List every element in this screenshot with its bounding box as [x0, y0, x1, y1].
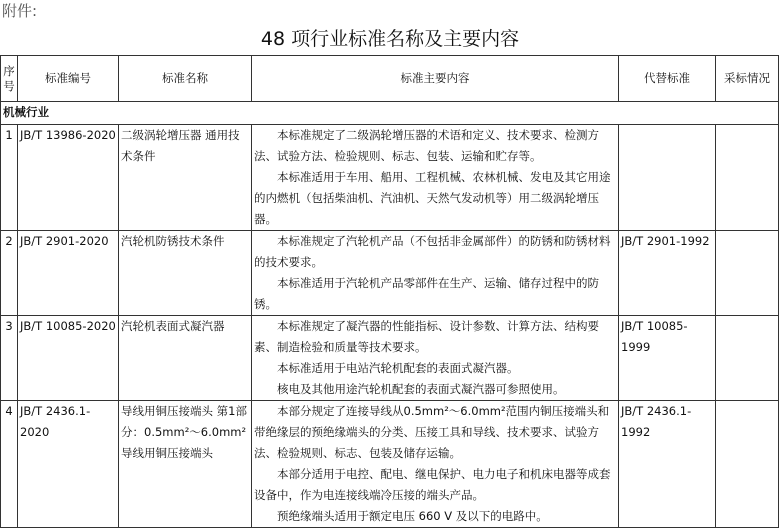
document-title: 48 项行业标准名称及主要内容	[260, 28, 520, 50]
cell-std-no: JB/T 2436.1-2020	[18, 401, 119, 528]
content-paragraph: 本标准适用于车用、船用、工程机械、农林机械、发电及其它用途的内燃机（包括柴油机、汽油机、天然气发动机等）用二级涡轮增压器。	[254, 170, 611, 226]
cell-replaces: JB/T 10085-1999	[619, 316, 716, 401]
cell-content	[252, 231, 619, 316]
cell-seq: 1	[1, 125, 18, 231]
content-paragraph: 本部分规定了连接导线从0.5mm²～6.0mm²范围内铜压接端头和带绝缘层的预绝缘端头的分类、压接工具和导线、技术要求、试验方法、检验规则、标志、包装及储存运输。	[254, 404, 610, 460]
cell-std-name: 汽轮机表面式凝汽器	[119, 316, 252, 401]
content-paragraph: 本标准规定了汽轮机产品（不包括非金属部件）的防锈和防锈材料的技术要求。	[254, 234, 611, 269]
header-adoption: 采标情况	[716, 56, 779, 102]
attachment-label: 附件:	[2, 2, 38, 20]
content-paragraph: 预绝缘端头适用于额定电压 660 V 及以下的电路中。	[277, 509, 548, 523]
content-paragraph: 核电及其他用途汽轮机配套的表面式凝汽器可参照使用。	[277, 382, 565, 396]
header-std-name: 标准名称	[119, 56, 252, 102]
cell-seq: 2	[1, 231, 18, 316]
cell-seq: 3	[1, 316, 18, 401]
cell-std-name: 导线用铜压接端头 第1部分：0.5mm²～6.0mm²导线用铜压接端头	[119, 401, 252, 528]
table-header-row	[1, 56, 779, 102]
cell-adoption	[716, 125, 779, 231]
header-seq: 序号	[1, 56, 18, 102]
cell-std-name: 汽轮机防锈技术条件	[119, 231, 252, 316]
content-paragraph: 本标准适用于汽轮机产品零部件在生产、运输、储存过程中的防锈。	[254, 276, 599, 311]
header-replaces: 代替标准	[619, 56, 716, 102]
cell-replaces	[619, 125, 716, 231]
section-label: 机械行业	[1, 102, 779, 125]
header-content: 标准主要内容	[252, 56, 619, 102]
cell-content	[252, 316, 619, 401]
content-paragraph: 本标准适用于电站汽轮机配套的表面式凝汽器。	[277, 361, 519, 375]
cell-seq: 4	[1, 401, 18, 528]
cell-content	[252, 125, 619, 231]
cell-adoption	[716, 316, 779, 401]
cell-std-no: JB/T 2901-2020	[18, 231, 119, 316]
standards-table	[0, 55, 779, 528]
content-paragraph: 本部分适用于电控、配电、继电保护、电力电子和机床电器等成套设备中，作为电连接线端冷压接的端头产品。	[254, 467, 611, 502]
content-paragraph: 本标准规定了二级涡轮增压器的术语和定义、技术要求、检测方法、试验方法、检验规则、标志、包装、运输和贮存等。	[254, 128, 599, 163]
section-row	[1, 102, 779, 125]
cell-adoption	[716, 231, 779, 316]
cell-content	[252, 401, 619, 528]
cell-std-name: 二级涡轮增压器 通用技术条件	[119, 125, 252, 231]
cell-adoption	[716, 401, 779, 528]
content-paragraph: 本标准规定了凝汽器的性能指标、设计参数、计算方法、结构要素、制造检验和质量等技术要求。	[254, 319, 599, 354]
table-row	[1, 231, 779, 316]
table-row	[1, 316, 779, 401]
cell-replaces: JB/T 2436.1-1992	[619, 401, 716, 528]
header-std-no: 标准编号	[18, 56, 119, 102]
cell-std-no: JB/T 13986-2020	[18, 125, 119, 231]
table-row	[1, 125, 779, 231]
cell-std-no: JB/T 10085-2020	[18, 316, 119, 401]
cell-replaces: JB/T 2901-1992	[619, 231, 716, 316]
table-row	[1, 401, 779, 528]
